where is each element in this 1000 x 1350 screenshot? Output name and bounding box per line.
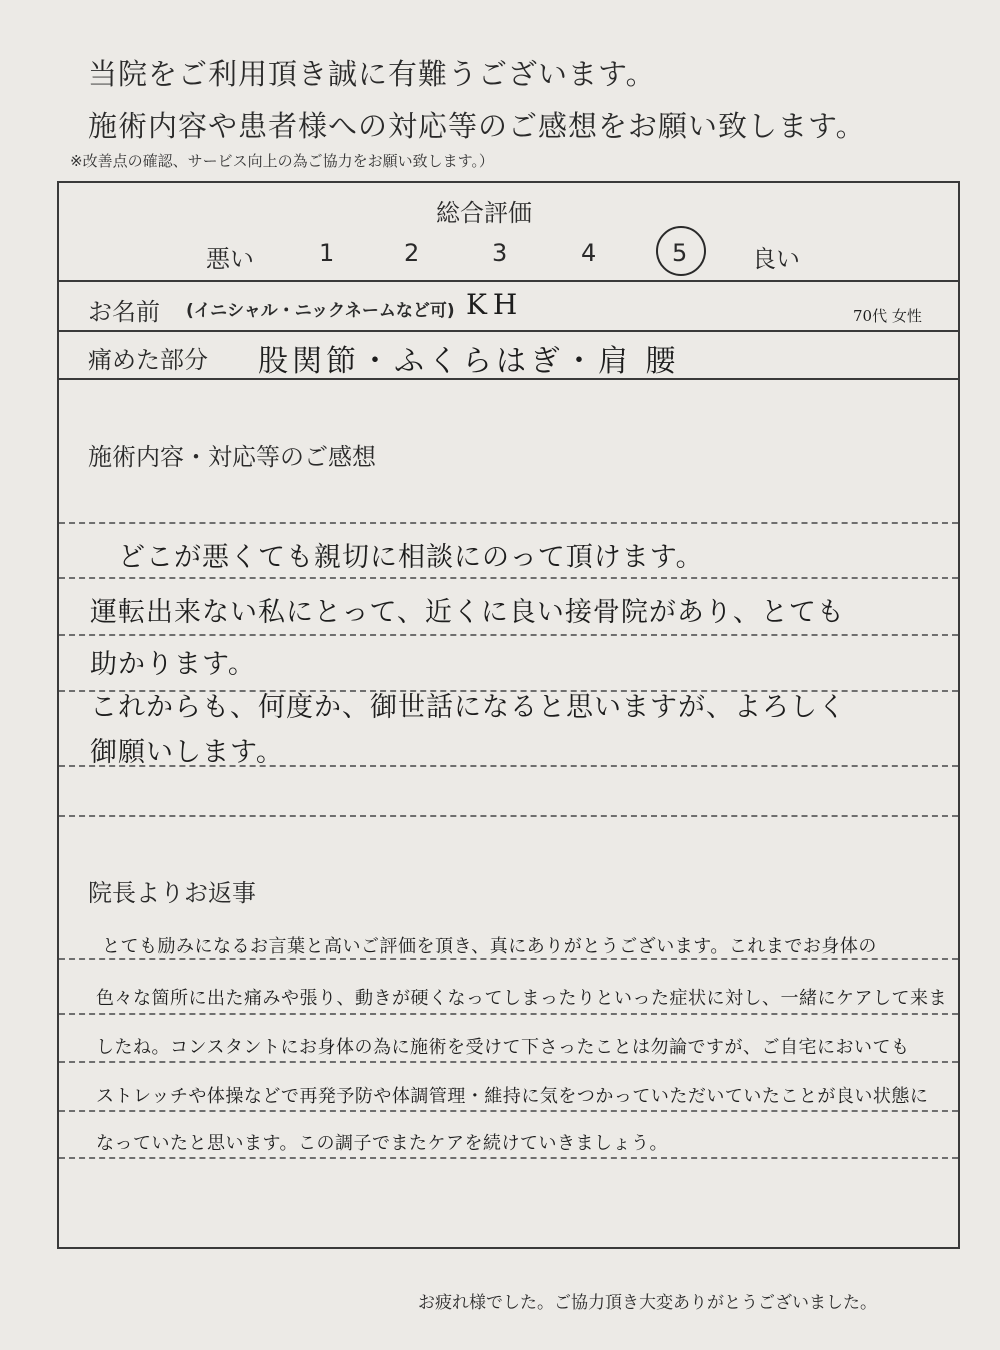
header-note: ※改善点の確認、サービス向上の為ご協力をお願い致します。） (70, 152, 494, 170)
impressions-rule (59, 522, 958, 524)
age-gender-value: 70代 女性 (853, 307, 922, 325)
reply-line: したね。コンスタントにお身体の為に施術を受けて下さったことは勿論ですが、ご自宅においても (96, 1037, 910, 1058)
reply-line: ストレッチや体操などで再発予防や体調管理・維持に気をつかっていただいていたことが良い状態に (96, 1086, 929, 1107)
reply-rule (59, 1013, 958, 1015)
header-line-1: 当院をご利用頂き誠に有難うございます。 (88, 57, 656, 91)
rating-option-4: 4 (581, 239, 597, 267)
pain-area-label: 痛めた部分 (88, 346, 208, 374)
reply-line: 色々な箇所に出た痛みや張り、動きが硬くなってしまったりといった症状に対し、一緒にケアして来ま (96, 988, 947, 1009)
reply-label: 院長よりお返事 (88, 879, 256, 907)
name-label: お名前 (88, 298, 160, 326)
impressions-rule (59, 815, 958, 817)
impression-line: 運転出来ない私にとって、近くに良い接骨院があり、とても (90, 597, 845, 628)
impression-line: 助かります。 (90, 649, 256, 680)
reply-rule (59, 1061, 958, 1063)
reply-line: とても励みになるお言葉と高いご評価を頂き、真にありがとうございます。これまでお身体の (102, 936, 877, 957)
impression-line: 御願いします。 (90, 737, 284, 768)
impression-line: これからも、何度か、御世話になると思いますが、よろしく (90, 692, 846, 723)
pain-area-value: 股関節・ふくらはぎ・肩 腰 (258, 344, 680, 379)
reply-rule (59, 958, 958, 960)
divider-name (59, 330, 958, 332)
rating-option-2: 2 (404, 239, 420, 267)
header-line-2: 施術内容や患者様への対応等のご感想をお願い致します。 (88, 109, 866, 143)
impressions-label: 施術内容・対応等のご感想 (88, 443, 376, 471)
rating-option-5: 5 (672, 239, 688, 267)
divider-pain (59, 378, 958, 380)
rating-title: 総合評価 (436, 199, 532, 227)
footer-thanks: お疲れ様でした。ご協力頂き大変ありがとうございました。 (418, 1293, 877, 1313)
name-value: KH (466, 288, 524, 321)
impressions-rule (59, 634, 958, 636)
reply-rule (59, 1157, 958, 1159)
reply-line: なっていたと思います。この調子でまたケアを続けていきましょう。 (96, 1133, 669, 1154)
impression-line: どこが悪くても親切に相談にのって頂けます。 (118, 542, 704, 573)
rating-option-3: 3 (492, 239, 508, 267)
rating-option-1: 1 (319, 239, 335, 267)
rating-bad-label: 悪い (206, 245, 254, 273)
reply-rule (59, 1110, 958, 1112)
name-hint: (イニシャル・ニックネームなど可) (186, 301, 455, 321)
rating-good-label: 良い (752, 245, 800, 273)
divider-rating (59, 280, 958, 282)
impressions-rule (59, 577, 958, 579)
